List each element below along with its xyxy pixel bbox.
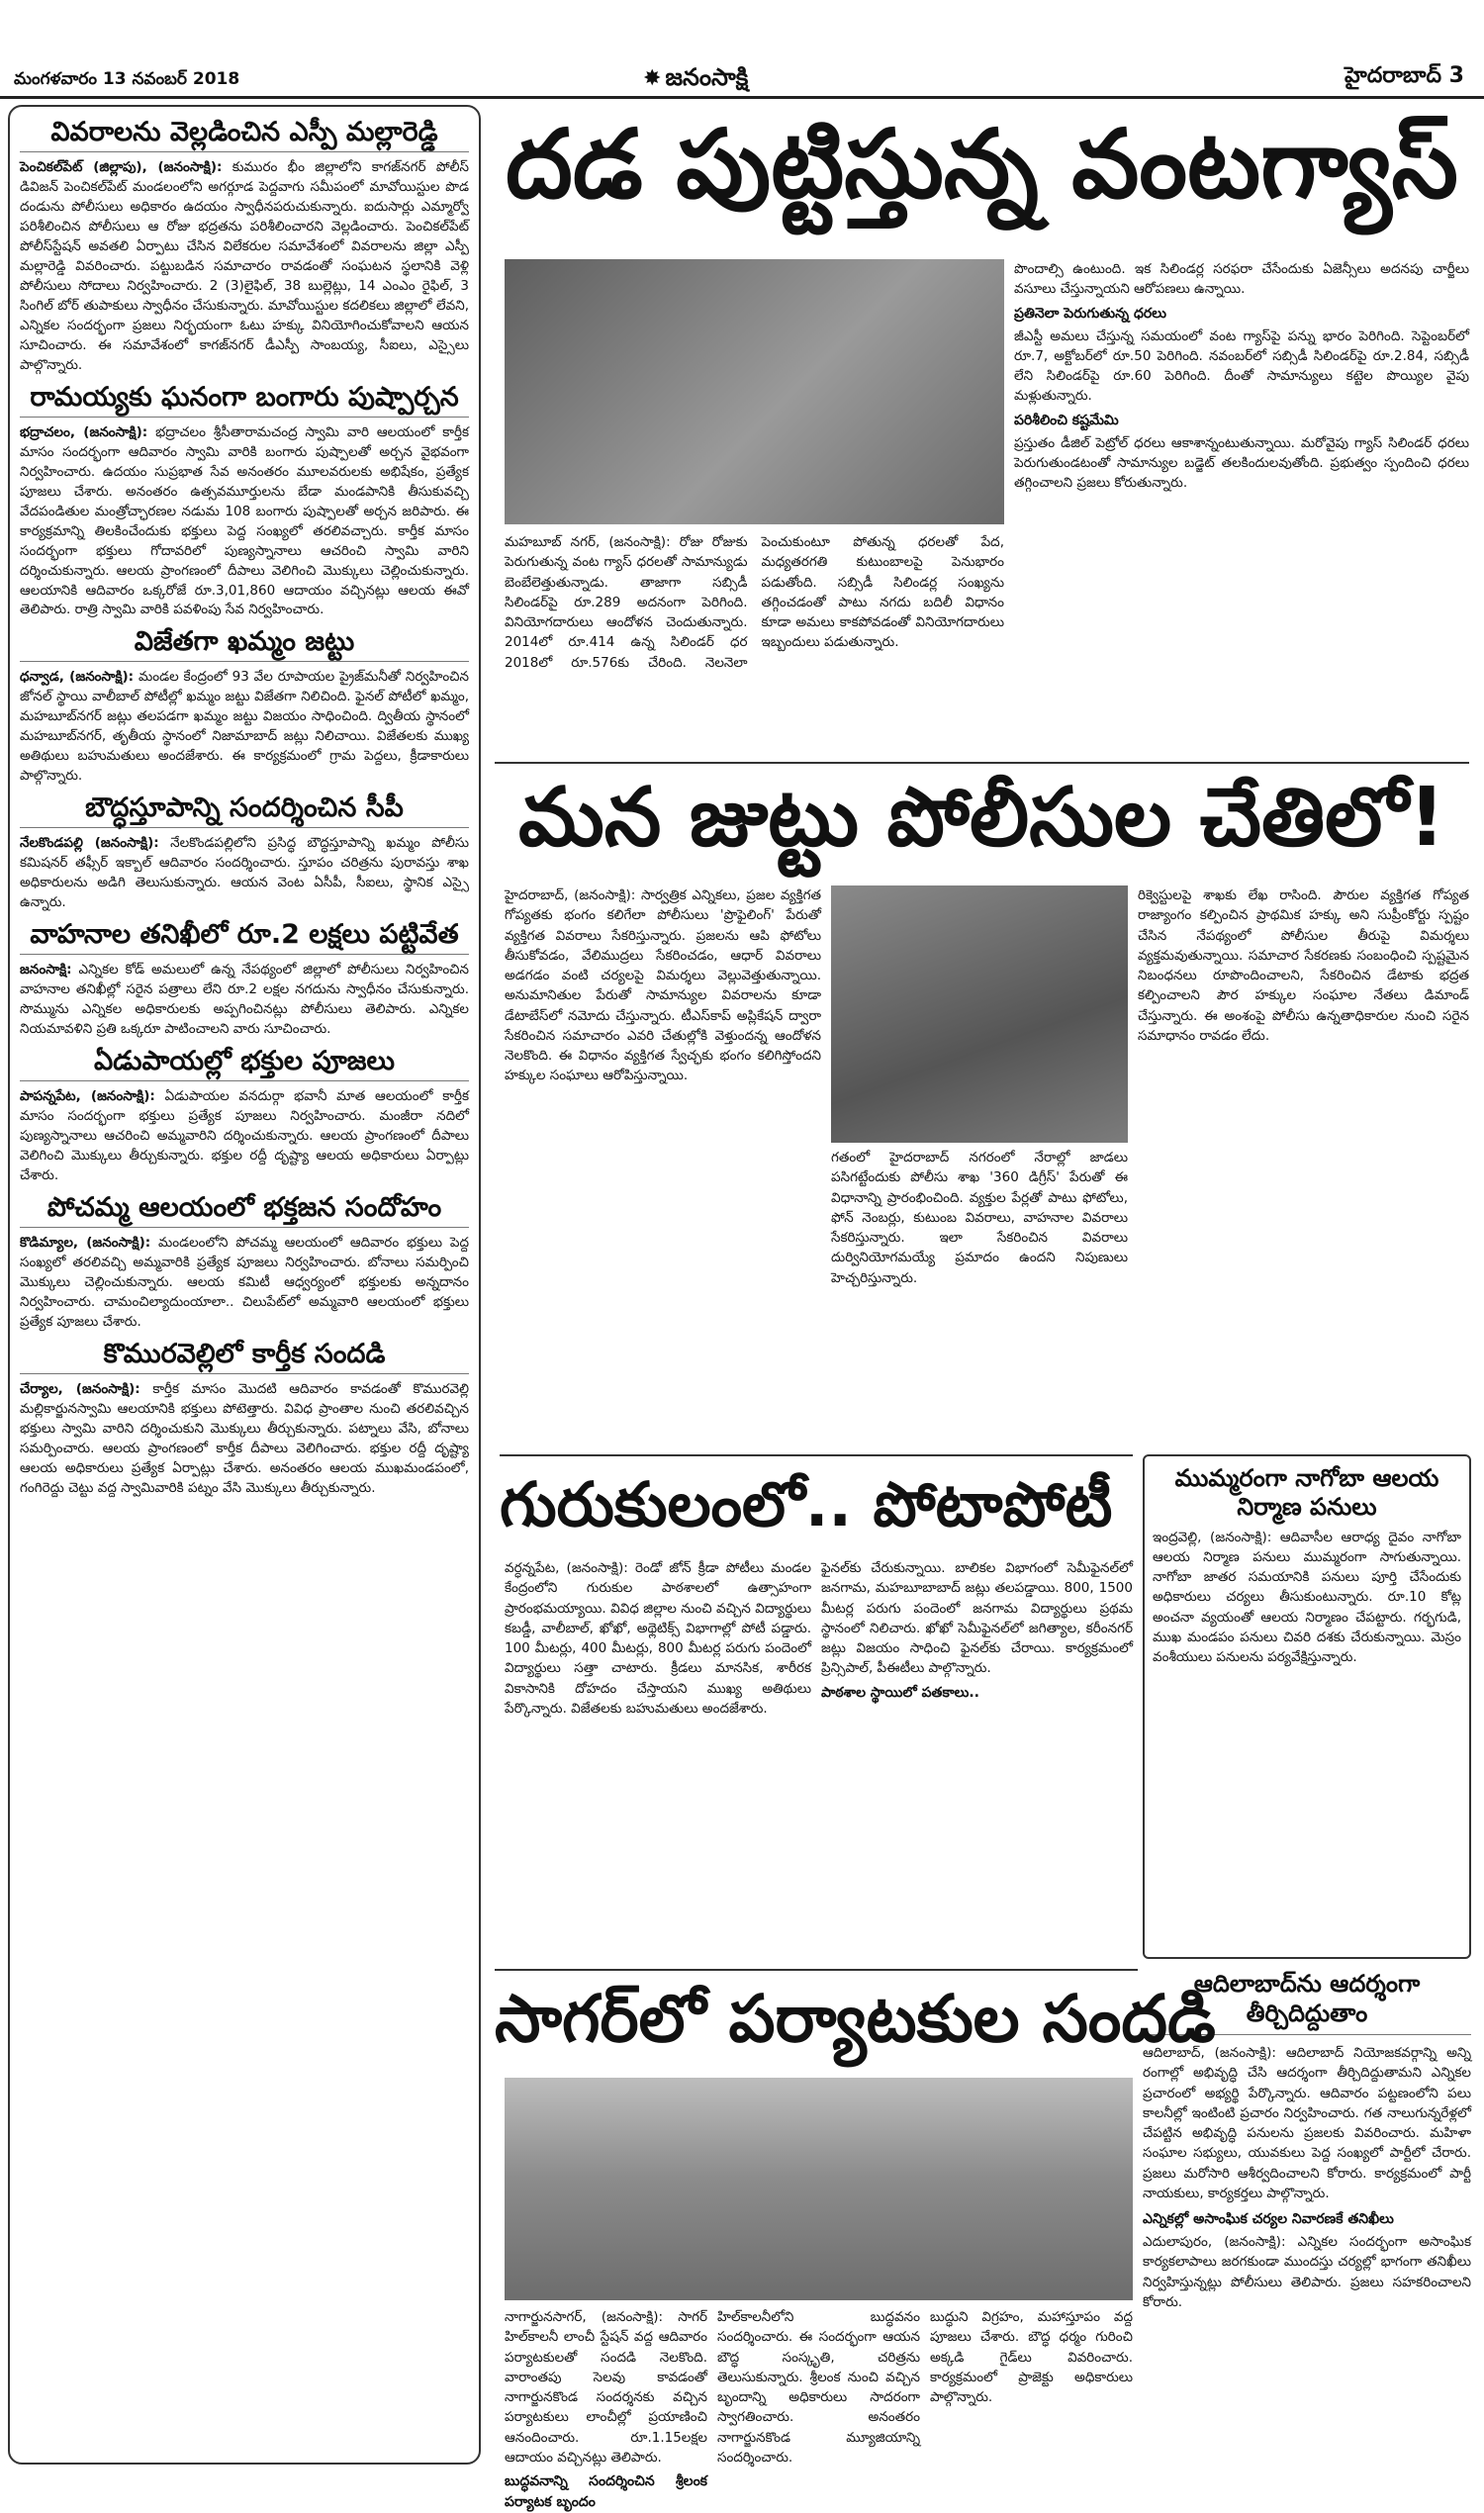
story-headline: ఏడుపాయల్లో భక్తుల పూజలు bbox=[20, 1046, 469, 1081]
gurukul-right-text: ఫైనల్‌కు చేరుకున్నాయి. బాలికల విభాగంలో సెమీఫైనల్‌లో జనగామ, మహబూబాబాద్ జట్లు తలపడ్డాయి. 800, 1500 మీటర్ల పరుగు పందెంలో జనగామ విద్యార్థులు ప్రథమ స్థానంలో నిలిచారు. ఖోఖో సెమీఫైనల్‌లో జగిత్యాల, కరీంనగర్ జట్లు విజయం సాధించి ఫైనల్‌కు చేరాయి. కార్యక్రమంలో ప్రిన్సిపాల్, పీఈటీలు పాల్గొన్నారు. bbox=[821, 1560, 1133, 1677]
newspaper-logo bbox=[643, 63, 748, 97]
logo-star-icon: ✸ bbox=[643, 66, 662, 91]
story-body: భద్రాచలం, (జనంసాక్షి): భద్రాచలం శ్రీసీతారామచంద్ర స్వామి వారి ఆలయంలో కార్తీక మాసం సందర్భంగా ఆదివారం స్వామి వారికి బంగారు పుష్పాలతో అర్చన వైభవంగా నిర్వహించారు. ఉదయం సుప్రభాత సేవ అనంతరం మూలవరులకు అభిషేకం, ప్రత్యేక పూజలు చేశారు. అనంతరం ఉత్సవమూర్తులను బేడా మండపానికి తీసుకువచ్చి వేదపండితుల మంత్రోచ్ఛారణల నడుమ 108 బంగారు పుష్పాలతో అర్చన జరిపారు. ఈ కార్యక్రమాన్ని తిలకించేందుకు భక్తులు పెద్ద సంఖ్యలో తరలివచ్చారు. కార్తీక మాసం సందర్భంగా భక్తులు గోదావరిలో పుణ్యస్నానాలు ఆచరించి స్వామి వారిని దర్శించుకున్నారు. ఆలయ ప్రాంగణంలో దీపాలు వెలిగించి మొక్కులు చెల్లించుకున్నారు. ఆలయానికి ఆదివారం ఒక్కరోజే రూ.3,01,860 ఆదాయం వచ్చినట్లు ఆలయ ఈవో తెలిపారు. రాత్రి స్వామి వారికి పవళింపు సేవ నిర్వహించారు. bbox=[20, 423, 469, 618]
logo-text: జనంసాక్షి bbox=[665, 63, 749, 91]
gas-subhead-2: పరిశీలించి కష్టమేమి bbox=[1014, 412, 1119, 428]
story-body: ధన్వాడ, (జనంసాక్షి): మండల కేంద్రంలో 93 వేల రూపాయల ప్రైజ్‌మనీతో నిర్వహించిన జోనల్ స్థాయి వాలీబాల్ పోటీల్లో ఖమ్మం జట్టు విజేతగా నిలిచింది. ఫైనల్ పోటీలో ఖమ్మం, మహబూబ్‌నగర్ జట్లు తలపడగా ఖమ్మం జట్టు విజయం సాధించింది. ద్వితీయ స్థానంలో మహబూబ్‌నగర్, తృతీయ స్థానంలో నిజామాబాద్ జట్లు నిలిచాయి. విజేతలకు ముఖ్య అతిథులు బహుమతులు అందజేశారు. ఈ కార్యక్రమంలో గ్రామ పెద్దలు, క్రీడాకారులు పాల్గొన్నారు. bbox=[20, 669, 469, 785]
sagar-body-left bbox=[505, 2307, 707, 2510]
story-cash-seized bbox=[20, 919, 469, 1040]
left-column bbox=[8, 105, 481, 2465]
story-headline: వాహనాల తనిఖీలో రూ.2 లక్షలు పట్టివేత bbox=[20, 919, 469, 955]
story-headline: బౌద్ధస్తూపాన్ని సందర్శించిన సీపీ bbox=[20, 792, 469, 828]
story-headline: వివరాలను వెల్లడించిన ఎస్పీ మల్లారెడ్డి bbox=[20, 117, 469, 152]
police-body-left: హైదరాబాద్, (జనంసాక్షి): సార్వత్రిక ఎన్నికలు, ప్రజల వ్యక్తిగత గోప్యతకు భంగం కలిగేలా పోలీసులు 'ప్రొఫైలింగ్' పేరుతో వ్యక్తిగత వివరాలు సేకరిస్తున్నారు. ప్రజలను ఆపి ఫోటోలు తీసుకోవడం, వేలిముద్రలు సేకరించడం, ఆధార్ వివరాలు అడగడం వంటి చర్యలపై విమర్శలు వెల్లువెత్తుతున్నాయి. అనుమానితుల పేరుతో సామాన్యుల వివరాలను కూడా డేటాబేస్‌లో నమోదు చేస్తున్నారు. టీఎస్‌కాప్ అప్లికేషన్ ద్వారా సేకరించిన సమాచారం ఎవరి చేతుల్లోకి వెళ్తుందన్న ఆందోళన నెలకొంది. ఈ విధానం వ్యక్తిగత స్వేచ్ఛకు భంగం కలిగిస్తోందని హక్కుల సంఘాలు ఆరోపిస్తున్నాయి. bbox=[505, 887, 821, 1084]
gas-side-text-2: జీఎస్టీ అమలు చేస్తున్న సమయంలో వంట గ్యాస్‌పై పన్ను భారం పెరిగింది. సెప్టెంబర్‌లో రూ.7, అక్టోబర్‌లో రూ.50 పెరిగింది. నవంబర్‌లో సబ్సిడీ సిలిండర్‌పై రూ.2.84, సబ్సిడీ లేని సిలిండర్‌పై రూ.60 పెరిగింది. దీంతో సామాన్యులు కట్టెల పొయ్యిల వైపు మళ్లుతున్నారు. bbox=[1014, 327, 1469, 405]
story-body: కొడిమ్యాల, (జనంసాక్షి): మండలంలోని పోచమ్మ ఆలయంలో ఆదివారం భక్తులు పెద్ద సంఖ్యలో తరలివచ్చి అమ్మవారికి ప్రత్యేక పూజలు నిర్వహించారు. బోనాలు సమర్పించి మొక్కులు చెల్లించుకున్నారు. ఆలయ కమిటీ ఆధ్వర్యంలో భక్తులకు అన్నదానం నిర్వహించారు. చామంచిల్యాదుంయాలా.. చిలుపేట్‌లో అమ్మవారి ఆలయంలో భక్తులు ప్రత్యేక పూజలు చేశారు. bbox=[20, 1235, 469, 1330]
gas-side-text-3: ప్రస్తుతం డీజిల్ పెట్రోల్ ధరలు ఆకాశాన్నంటుతున్నాయి. మరోవైపు గ్యాస్ సిలిండర్ ధరలు పెరుగుతుండటంతో సామాన్యుల బడ్జెట్ తలకిందులవుతోంది. ప్రభుత్వం స్పందించి ధరలు తగ్గించాలని ప్రజలు కోరుతున్నారు. bbox=[1014, 434, 1469, 491]
story-body: చేర్యాల, (జనంసాక్షి): కార్తీక మాసం మొదటి ఆదివారం కావడంతో కొమురవెల్లి మల్లికార్జునస్వామి ఆలయానికి భక్తులు పోటెత్తారు. వివిధ ప్రాంతాల నుంచి తరలివచ్చిన భక్తులు స్వామి వారిని దర్శించుకుని మొక్కులు తీర్చుకున్నారు. పట్నాలు వేసి, బోనాలు సమర్పించారు. ఆలయ ప్రాంగణంలో కార్తీక దీపాలు వెలిగించారు. భక్తుల రద్దీ దృష్ట్యా ఆలయ అధికారులు ప్రత్యేక ఏర్పాట్లు చేశారు. అనంతరం ఆలయ ముఖమండపంలో, గంగిరెద్దు చెట్టు వద్ద స్వామివారికి పట్నం వేసి మొక్కులు తీర్చుకున్నారు. bbox=[20, 1380, 470, 1496]
gurukul-body-left: వర్ధన్నపేట, (జనంసాక్షి): రెండో జోన్ క్రీడా పోటీలు మండల కేంద్రంలోని గురుకుల పాఠశాలలో ఉత్సాహంగా ప్రారంభమయ్యాయి. వివిధ జిల్లాల నుంచి వచ్చిన విద్యార్థులు కబడ్డీ, వాలీబాల్, ఖోఖో, అథ్లెటిక్స్ విభాగాల్లో పోటీ పడ్డారు. 100 మీటర్లు, 400 మీటర్లు, 800 మీటర్ల పరుగు పందెంలో విద్యార్థులు సత్తా చాటారు. క్రీడలు మానసిక, శారీరక వికాసానికి దోహదం చేస్తాయని ముఖ్య అతిథులు పేర్కొన్నారు. విజేతలకు బహుమతులు అందజేశారు. bbox=[505, 1560, 811, 1717]
police-body-left-cont bbox=[505, 1187, 821, 1440]
gas-body-main: మహబూబ్ నగర్, (జనంసాక్షి): రోజు రోజుకు పెరుగుతున్న వంట గ్యాస్ ధరలతో సామాన్యుడు బెంబేలెత్తుతున్నాడు. తాజాగా సబ్సిడీ సిలిండర్‌పై రూ.289 అదనంగా పెరిగింది. వినియోగదారులు ఆందోళన చెందుతున్నారు. 2014లో రూ.414 ఉన్న సిలిండర్ ధర 2018లో రూ.576కు చేరింది. నెలనెలా పెంచుకుంటూ పోతున్న ధరలతో పేద, మధ్యతరగతి కుటుంబాలపై పెనుభారం పడుతోంది. సబ్సిడీ సిలిండర్ల సంఖ్యను తగ్గించడంతో పాటు నగదు బదిలీ విధానం కూడా అమలు కాకపోవడంతో వినియోగదారులు ఇబ్బందులు పడుతున్నారు. bbox=[505, 534, 1004, 671]
adilabad-body: ఆదిలాబాద్, (జనంసాక్షి): ఆదిలాబాద్ నియోజకవర్గాన్ని అన్ని రంగాల్లో అభివృద్ధి చేసి ఆదర్శంగా తీర్చిదిద్దుతామని ఎన్నికల ప్రచారంలో అభ్యర్థి పేర్కొన్నారు. ఆదివారం పట్టణంలోని పలు కాలనీల్లో ఇంటింటి ప్రచారం నిర్వహించారు. గత నాలుగున్నరేళ్లలో చేపట్టిన అభివృద్ధి పనులను ప్రజలకు వివరించారు. మహిళా సంఘాల సభ్యులు, యువకులు పెద్ద సంఖ్యలో పార్టీలో చేరారు. ప్రజలు మరోసారి ఆశీర్వదించాలని కోరారు. కార్యక్రమంలో పార్టీ నాయకులు, కార్యకర్తలు పాల్గొన్నారు. bbox=[1143, 2045, 1471, 2201]
nagoba-headline: ముమ్మరంగా నాగోబా ఆలయ నిర్మాణ పనులు bbox=[1174, 1464, 1439, 1521]
story-headline: విజేతగా ఖమ్మం జట్టు bbox=[20, 626, 469, 662]
sagar-headline: సాగర్‌లో పర్యాటకుల సందడి bbox=[495, 1969, 1138, 2068]
story-mallareddy bbox=[20, 117, 469, 376]
edition-page: హైదరాబాద్ 3 bbox=[1345, 63, 1464, 88]
gas-body-side bbox=[1014, 259, 1469, 759]
gas-side-text: పొందాల్సి ఉంటుంది. ఇక సిలిండర్ల సరఫరా చేసేందుకు ఏజెన్సీలు అదనపు చార్జీలు వసూలు చేస్తున్నాయని ఆరోపణలు ఉన్నాయి. bbox=[1014, 261, 1469, 298]
story-headline: రామయ్యకు ఘనంగా బంగారు పుష్పార్చన bbox=[20, 382, 469, 418]
sagar-body-right: బుద్ధుని విగ్రహం, మహాస్తూపం వద్ద పూజలు చేశారు. బౌద్ధ ధర్మం గురించి అక్కడి గైడ్‌లు వివరించారు. కార్యక్రమంలో ప్రాజెక్టు అధికారులు పాల్గొన్నారు. bbox=[930, 2309, 1133, 2405]
adilabad-body-2: ఎదులాపురం, (జనంసాక్షి): ఎన్నికల సందర్భంగా అసాంఘిక కార్యకలాపాలు జరగకుండా ముందస్తు చర్యల్లో భాగంగా తనిఖీలు నిర్వహిస్తున్నట్లు పోలీసులు తెలిపారు. ప్రజలు సహకరించాలని కోరారు. bbox=[1143, 2234, 1471, 2310]
story-edupayala bbox=[20, 1046, 469, 1186]
sagar-left-text: నాగార్జునసాగర్, (జనంసాక్షి): సాగర్ హిల్‌కాలనీ లాంచీ స్టేషన్ వద్ద ఆదివారం పర్యాటకులతో సందడి నెలకొంది. వారాంతపు సెలవు కావడంతో నాగార్జునకొండ సందర్శనకు వచ్చిన పర్యాటకులు లాంచీల్లో ప్రయాణించి ఆనందించారు. రూ.1.15లక్షల ఆదాయం వచ్చినట్లు తెలిపారు. bbox=[505, 2309, 707, 2466]
gurukul-headline: గురుకులంలో.. పోటాపోటీ bbox=[500, 1454, 1133, 1553]
gas-headline: దడ పుట్టిస్తున్న వంటగ్యాస్ bbox=[506, 109, 1458, 220]
story-komuravelli bbox=[20, 1339, 469, 1499]
police-body-mid: గతంలో హైదరాబాద్ నగరంలో నేరాల్లో జాడలు పసిగట్టేందుకు పోలీసు శాఖ '360 డిగ్రీస్' పేరుతో ఈ విధానాన్ని ప్రారంభించింది. వ్యక్తుల పేర్లతో పాటు ఫోటోలు, ఫోన్ నెంబర్లు, కుటుంబ వివరాలు, వాహనాల వివరాలు సేకరిస్తున్నారు. ఇలా సేకరించిన వివరాలు దుర్వినియోగమయ్యే ప్రమాదం ఉందని నిపుణులు హెచ్చరిస్తున్నారు. bbox=[831, 1150, 1128, 1286]
story-body: పాపన్నపేట, (జనంసాక్షి): ఏడుపాయల వనదుర్గా భవానీ మాత ఆలయంలో కార్తీక మాసం సందర్భంగా భక్తులు ప్రత్యేక పూజలు నిర్వహించారు. మంజీరా నదిలో పుణ్యస్నానాలు ఆచరించి అమ్మవారిని దర్శించుకున్నారు. ఆలయ ప్రాంగణంలో దీపాలు వెలిగించి మొక్కులు తీర్చుకున్నారు. భక్తుల రద్దీ దృష్ట్యా ఆలయ అధికారులు ఏర్పాట్లు చేశారు. bbox=[20, 1088, 470, 1184]
story-body: పెంచికల్‌పేట్ (జిల్లాపు), (జనంసాక్షి): కుమురం భీం జిల్లాలోని కాగజ్‌నగర్ పోలీస్ డివిజన్ పెంచికల్‌పేట్ మండలంలోని అగర్గూడ పెద్దవాగు సమీపంలో మావోయిస్టుల పొడ దండును పోలీసులు అధికారం ఉదయం స్వాధీనపరుచుకున్నారు. ఐదుసార్లు ఎమ్మార్వో పరిశీలించిన పోలీసులు ఆ రోజు భద్రతను పరిశీలించారని వెల్లడించారు. పెంచికల్‌పేట్ పోలీస్‌స్టేషన్ అవతలి ఏర్పాటు చేసిన విలేకరుల సమావేశంలో వివరాలను జిల్లా ఎస్పీ మల్లారెడ్డి వివరించారు. పట్టుబడిన సమాచారం రావడంతో సంఘటన స్థలానికి వెళ్లి పోలీసులు సోదాలు నిర్వహించారు. 2 (3)లైఫిల్, 38 బుల్లెట్లు, 14 ఎంఎం రైఫిల్, 3 సింగిల్ బోర్ తుపాకులు స్వాధీనం చేసుకున్నారు. మావోయిస్టుల కదలికలు జిల్లాలో లేవని, ఎన్నికల సందర్భంగా ప్రజలు నిర్భయంగా ఓటు హక్కు వినియోగించుకోవాలని ఆయన సూచించారు. ఈ సమావేశంలో కాగజ్‌నగర్ డీఎస్పీ సాంబయ్య, సీఐలు, ఎస్సైలు పాల్గొన్నారు. bbox=[20, 159, 469, 373]
police-officers-photo bbox=[831, 885, 1128, 1143]
issue-date: మంగళవారం 13 నవంబర్ 2018 bbox=[14, 69, 240, 89]
story-pochamma bbox=[20, 1192, 469, 1333]
sagar-tourists-photo bbox=[505, 2078, 1133, 2300]
adilabad-headline: ఆదిలాబాద్‌ను ఆదర్శంగా తీర్చిదిద్దుతాం bbox=[1143, 1969, 1471, 2035]
story-buddha-stupa bbox=[20, 792, 469, 913]
police-headline: మన జుట్టు పోలీసుల చేతిలో! bbox=[495, 762, 1469, 879]
story-headline: కొమురవెల్లిలో కార్తీక సందడి bbox=[20, 1339, 469, 1374]
sagar-body-mid: హిల్‌కాలనీలోని బుద్ధవనం సందర్శించారు. ఈ సందర్భంగా ఆయన బౌద్ధ సంస్కృతి, చరిత్రను తెలుసుకున్నారు. శ్రీలంక నుంచి వచ్చిన బృందాన్ని అధికారులు సాదరంగా స్వాగతించారు. అనంతరం నాగార్జునకొండ మ్యూజియాన్ని సందర్శించారు. bbox=[717, 2309, 920, 2466]
adilabad-subhead: ఎన్నికల్లో అసాంఘిక చర్యల నివారణకే తనిఖీలు bbox=[1143, 2211, 1394, 2227]
sagar-subhead: బుద్ధవనాన్ని సందర్శించిన శ్రీలంక పర్యాటక బృందం bbox=[505, 2473, 707, 2510]
gurukul-subhead: పాఠశాల స్థాయిలో పతకాలు.. bbox=[821, 1684, 979, 1701]
police-body-right: రిక్వెస్టులపై శాఖకు లేఖ రాసింది. పౌరుల వ్యక్తిగత గోప్యత రాజ్యాంగం కల్పించిన ప్రాథమిక హక్కు అని సుప్రీంకోర్టు స్పష్టం చేసిన నేపథ్యంలో పోలీసుల తీరుపై విమర్శలు వ్యక్తమవుతున్నాయి. సమాచార సేకరణకు సంబంధించి స్పష్టమైన నిబంధనలు రూపొందించాలని, సేకరించిన డేటాకు భద్రత కల్పించాలని పౌర హక్కుల సంఘాల నేతలు డిమాండ్ చేస్తున్నారు. ఈ అంశంపై పోలీసు ఉన్నతాధికారుల నుంచి సరైన సమాధానం రావడం లేదు. bbox=[1138, 887, 1469, 1044]
nagoba-body: ఇంద్రవెల్లి, (జనంసాక్షి): ఆదివాసీల ఆరాధ్య దైవం నాగోబా ఆలయ నిర్మాణ పనులు ముమ్మరంగా సాగుతున్నాయి. నాగోబా జాతర సమయానికి పనులు పూర్తి చేసేందుకు అధికారులు చర్యలు తీసుకుంటున్నారు. రూ.10 కోట్ల అంచనా వ్యయంతో ఆలయ నిర్మాణం చేపట్టారు. గర్భగుడి, ముఖ మండపం పనులు చివరి దశకు చేరుకున్నాయి. మెస్రం వంశీయులు పనులను పర్యవేక్షిస్తున్నారు. bbox=[1153, 1529, 1461, 1666]
nagoba-story-box bbox=[1143, 1454, 1471, 1959]
story-khammam bbox=[20, 626, 469, 787]
story-headline: పోచమ్మ ఆలయంలో భక్తజన సందోహం bbox=[20, 1192, 469, 1228]
gas-subhead: ప్రతినెలా పెరుగుతున్న ధరలు bbox=[1014, 305, 1166, 322]
gas-cylinder-photo bbox=[505, 259, 1004, 524]
story-body: జనంసాక్షి: ఎన్నికల కోడ్ అమలులో ఉన్న నేపథ్యంలో జిల్లాలో పోలీసులు నిర్వహించిన వాహనాల తనిఖీల్లో సరైన పత్రాలు లేని రూ.2 లక్షల నగదును స్వాధీనం చేసుకున్నారు. సొమ్మును ఎన్నికల అధికారులకు అప్పగించినట్లు పోలీసులు తెలిపారు. ఎన్నికల నియమావళిని ప్రతి ఒక్కరూ పాటించాలని వారు సూచించారు. bbox=[20, 962, 469, 1038]
story-ramayya bbox=[20, 382, 469, 621]
masthead bbox=[0, 0, 1484, 99]
story-body: నేలకొండపల్లి (జనంసాక్షి): నేలకొండపల్లిలోని ప్రసిద్ధ బౌద్ధస్తూపాన్ని ఖమ్మం పోలీసు కమిషనర్ తఫ్సీర్ ఇక్బాల్ ఆదివారం సందర్శించారు. స్తూపం చరిత్రను పురావస్తు శాఖ అధికారులను అడిగి తెలుసుకున్నారు. ఆయన వెంట ఏసీపీ, సీఐలు, స్థానిక ఎస్సై ఉన్నారు. bbox=[20, 835, 469, 911]
gurukul-body-right bbox=[821, 1558, 1133, 1999]
